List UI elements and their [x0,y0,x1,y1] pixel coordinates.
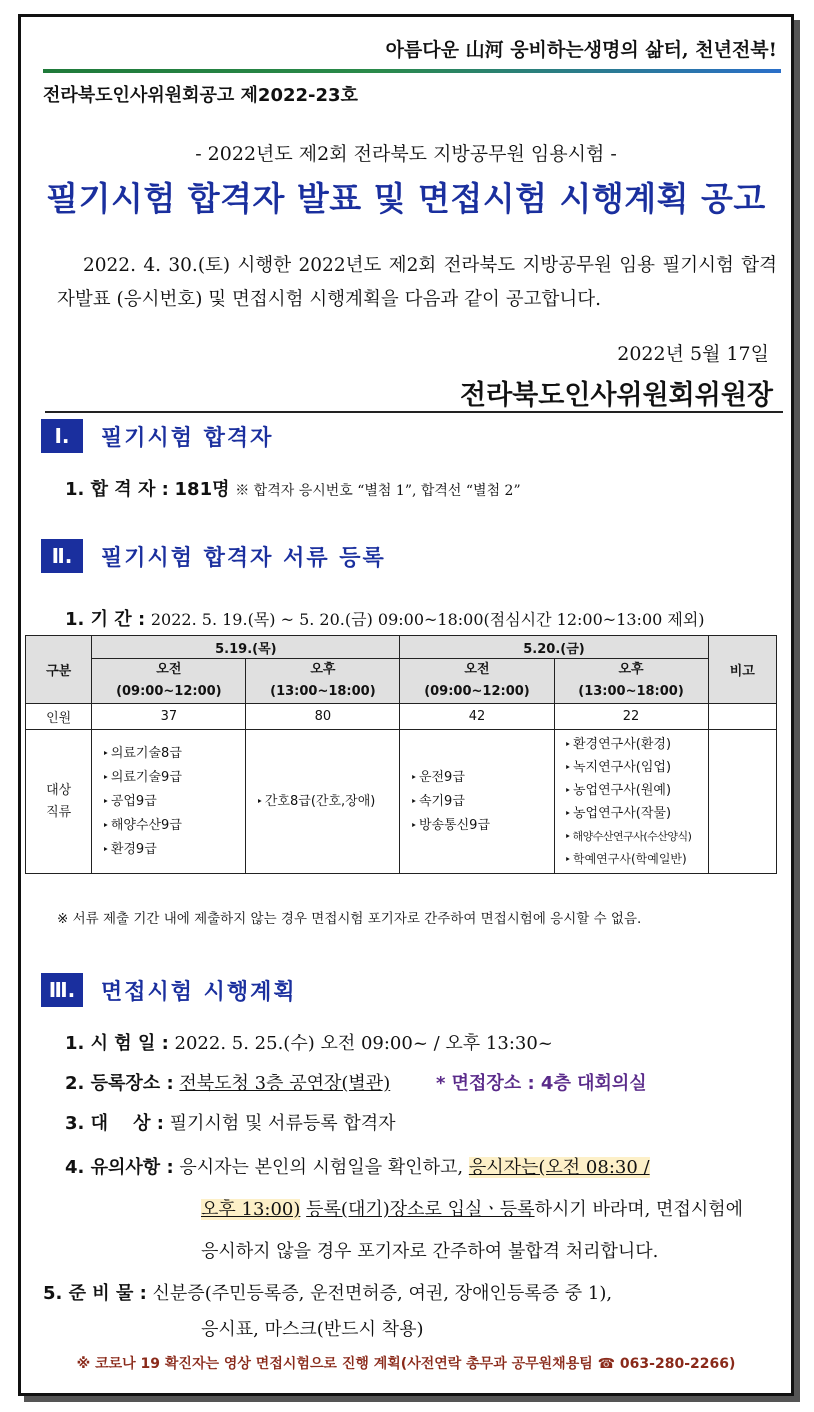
th-day2-pm: 오후 (13:00~18:00) [554,659,708,704]
main-title: 필기시험 합격자 발표 및 면접시험 시행계획 공고 [46,179,766,218]
caution-text-1a: 응시자는 본인의 시험일을 확인하고, [179,1157,464,1178]
th-day2-am: 오전 (09:00~12:00) [400,659,554,704]
signer: 전라북도인사위원회위원장 [460,380,773,411]
section-1-number: Ⅰ. [41,419,83,453]
th-day1: 5.19.(목) [92,636,400,659]
count-cell: 42 [400,704,554,730]
caution-line-2 [201,1195,743,1221]
signer-underline [45,411,783,413]
section-2-header [41,539,386,575]
targets-day2-pm: ‣ 환경연구사(환경) ‣ 녹지연구사(임업) ‣ 농업연구사(원예) ‣ 농업연구사(작물) ‣ 해양수산연구사(수산양식) ‣ 학예연구사(학예일반) [554,730,708,874]
header-bar [43,69,781,73]
targets-day1-am: ‣ 의료기술8급 ‣ 의료기술9급 ‣ 공업9급 ‣ 해양수산9급 ‣ 환경9급 [92,730,246,874]
exam-date-label: 1. 시 험 일 : [65,1033,169,1054]
passers-count: 181명 [174,479,230,500]
table-row-targets [26,730,777,874]
targets-day2-am: ‣ 운전9급 ‣ 속기9급 ‣ 방송통신9급 [400,730,554,874]
notice-date: 2022년 5월 17일 [617,343,769,365]
th-gubun: 구분 [26,636,92,704]
slogan: 아름다운 山河 웅비하는생명의 삶터, 천년전북! [385,39,777,61]
notice-frame [18,14,794,1396]
table-note: ※ 서류 제출 기간 내에 제출하지 않는 경우 면접시험 포기자로 간주하여 면접시험에 응시할 수 없음. [57,911,642,927]
caution-text-2c: 하시기 바라며, 면접시험에 [534,1199,743,1220]
count-cell: 80 [246,704,400,730]
supplies-text-1: 신분증(주민등록증, 운전면허증, 여권, 장애인등록증 중 1), [152,1283,613,1304]
caution-label: 4. 유의사항 : [65,1157,174,1178]
section-1-header [41,419,273,455]
period-value: 2022. 5. 19.(목) ~ 5. 20.(금) 09:00~18:00(점심시간 12:00~13:00 제외) [150,610,705,629]
section-2-title: 필기시험 합격자 서류 등록 [101,545,386,571]
registration-place-label: 2. 등록장소 : [65,1073,174,1094]
registration-place-value: 전북도청 3층 공연장(별관) [179,1073,391,1094]
caution-line-1 [65,1153,650,1179]
section-2-number: Ⅱ. [41,539,83,573]
supplies-text-2: 응시표, 마스크(반드시 착용) [201,1319,424,1340]
passers-note: ※ 합격자 응시번호 “별첨 1”, 합격선 “별첨 2” [235,483,521,499]
caution-text-2b: 등록(대기)장소로 입실ㆍ등록 [306,1199,535,1220]
row-count-label: 인원 [26,704,92,730]
target-line [65,1109,396,1135]
count-cell [708,704,776,730]
count-cell: 22 [554,704,708,730]
th-bigo: 비고 [708,636,776,704]
exam-date-line [65,1029,553,1055]
section-1-item [65,475,521,501]
period-label: 1. 기 간 : [65,609,146,630]
period-line [65,605,705,631]
interview-place-note: * 면접장소 : 4층 대회의실 [435,1073,647,1094]
section-3-number: Ⅲ. [41,973,83,1007]
supplies-line-1 [43,1279,612,1305]
registration-table [25,635,777,874]
section-3-header [41,973,297,1009]
covid-note: ※ 코로나 19 확진자는 영상 면접시험으로 진행 계획(사전연락 총무과 공무원채용팀 ☎ 063-280-2266) [76,1356,736,1372]
bigo-cell [708,730,776,874]
notice-number: 전라북도인사위원회공고 제2022-23호 [43,85,358,106]
caution-text-3: 응시하지 않을 경우 포기자로 간주하여 불합격 처리합니다. [201,1241,659,1262]
caution-text-1b: 응시자는(오전 08:30 / [468,1157,650,1178]
targets-day1-pm: ‣ 간호8급(간호,장애) [246,730,400,874]
table-row-count [26,704,777,730]
section-1-title: 필기시험 합격자 [101,425,274,451]
section-3-title: 면접시험 시행계획 [101,979,297,1005]
th-day1-pm: 오후 (13:00~18:00) [246,659,400,704]
target-value: 필기시험 및 서류등록 합격자 [169,1113,396,1134]
caution-text-2a: 오후 13:00) [201,1199,301,1220]
registration-place-line [65,1069,647,1095]
supplies-line-2 [201,1315,423,1341]
th-day2: 5.20.(금) [400,636,708,659]
supplies-label: 5. 준 비 물 : [43,1283,147,1304]
caution-line-3 [201,1237,658,1263]
th-day1-am: 오전 (09:00~12:00) [92,659,246,704]
passers-label: 1. 합 격 자 : [65,479,169,500]
intro-paragraph: 2022. 4. 30.(토) 시행한 2022년도 제2회 전라북도 지방공무원 임용 필기시험 합격자발표 (응시번호) 및 면접시험 시행계획을 다음과 같이 공고합니다. [57,255,777,310]
target-label: 3. 대 상 : [65,1113,164,1134]
subtitle: - 2022년도 제2회 전라북도 지방공무원 임용시험 - [195,143,617,165]
exam-date-value: 2022. 5. 25.(수) 오전 09:00~ / 오후 13:30~ [174,1033,553,1054]
count-cell: 37 [92,704,246,730]
row-target-label: 대상 직류 [26,730,92,874]
